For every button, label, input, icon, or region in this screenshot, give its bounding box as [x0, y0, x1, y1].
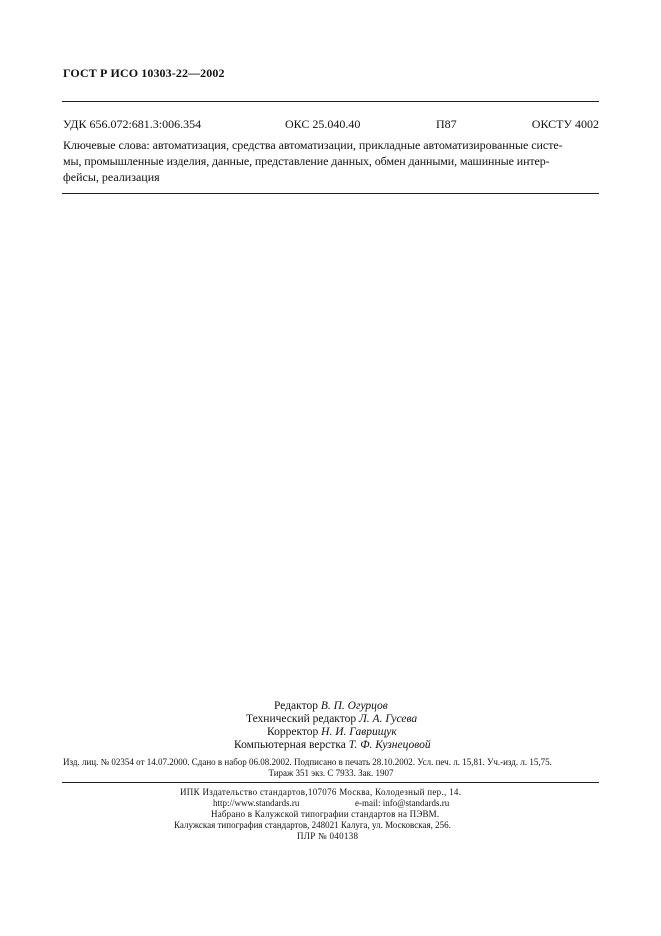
credit-name: В. П. Огурцов — [320, 700, 388, 712]
divider-imprint — [62, 782, 599, 783]
credit-name: Т. Ф. Кузнецовой — [348, 739, 431, 751]
udk-code: УДК 656.072:681.3:006.354 — [63, 117, 202, 131]
imprint-publisher: ИПК Издательство стандартов,107076 Москва, Колодезный пер., 14. — [180, 787, 462, 797]
okstu-code: ОКСТУ 4002 — [531, 117, 599, 131]
keywords-paragraph — [63, 137, 599, 185]
credit-role: Технический редактор — [246, 713, 357, 725]
keywords-line: Ключевые слова: автоматизация, средства автоматизации, прикладные автоматизированные систе- — [63, 138, 563, 152]
group-code: П87 — [436, 117, 457, 131]
imprint-license: ПЛР № 040138 — [297, 831, 359, 841]
oks-code: ОКС 25.040.40 — [285, 117, 361, 131]
imprint-email: e-mail: info@standards.ru — [355, 798, 450, 808]
publication-line: Изд. лиц. № 02354 от 14.07.2000. Сдано в набор 06.08.2002. Подписано в печать 28.10.2002. Усл. печ. л. 15,81. Уч.-изд. л. 15,75. — [63, 757, 552, 767]
imprint-typeset: Набрано в Калужской типографии стандартов на ПЭВМ. — [211, 809, 440, 819]
publication-info — [63, 757, 599, 779]
credit-role: Корректор — [267, 726, 319, 738]
credit-editor — [274, 700, 388, 713]
divider-keywords — [62, 193, 599, 194]
credit-name: Л. А. Гусева — [359, 713, 418, 725]
credit-role: Редактор — [274, 700, 318, 712]
credit-layout — [234, 739, 431, 752]
document-code: ГОСТ Р ИСО 10303-22—2002 — [63, 66, 225, 80]
credit-role: Компьютерная верстка — [234, 739, 346, 751]
classification-row — [63, 117, 599, 133]
publication-line: Тираж 351 экз. С 7933. Зак. 1907 — [268, 768, 394, 778]
credit-name: Н. И. Гаврищук — [321, 726, 397, 738]
keywords-line: мы, промышленные изделия, данные, представление данных, обмен данными, машинные интер- — [63, 154, 550, 168]
imprint-printer: Калужская типография стандартов, 248021 Калуга, ул. Московская, 256. — [174, 820, 451, 830]
imprint-url: http://www.standards.ru — [213, 798, 300, 808]
credit-tech-editor — [246, 713, 417, 726]
divider-top — [62, 101, 599, 102]
keywords-line: фейсы, реализация — [63, 170, 160, 184]
credit-corrector — [267, 726, 397, 739]
